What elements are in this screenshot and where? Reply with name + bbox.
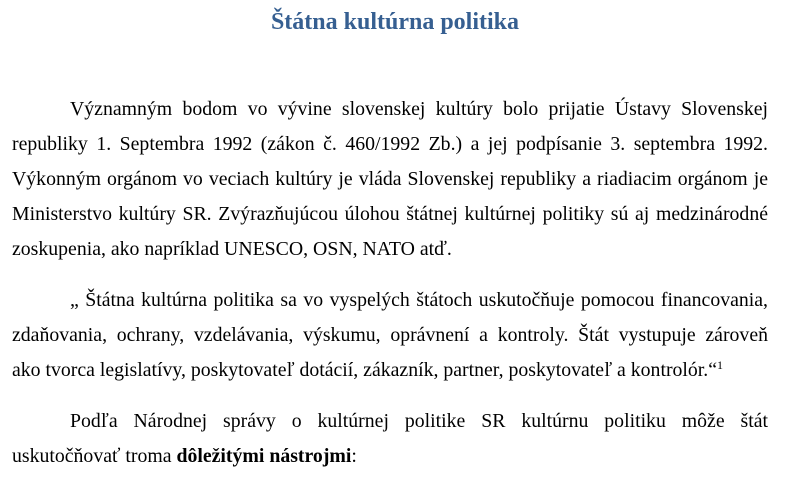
- paragraph-line: Významným bodom vo vývine slovenskej kultúry bolo prijatie Ústavy Slovenskej: [70, 98, 768, 120]
- paragraph-1: [12, 92, 768, 267]
- bold-text: dôležitými nástrojmi: [176, 445, 352, 467]
- paragraph-line-text: :: [351, 445, 357, 467]
- document-title: Štátna kultúrna politika: [270, 9, 520, 35]
- paragraph-line-text: uskutočňovať troma: [12, 445, 177, 467]
- paragraph-line: Ministerstvo kultúry SR. Zvýrazňujúcou úlohou štátnej kultúrnej politiky sú aj medzinárodné: [12, 203, 768, 225]
- footnote-reference: 1: [717, 358, 724, 372]
- paragraph-line: zdaňovania, ochrany, vzdelávania, výskumu, oprávnení a kontroly. Štát vystupuje zároveň: [12, 324, 768, 346]
- paragraph-line: [12, 439, 768, 474]
- paragraph-line: zoskupenia, ako napríklad UNESCO, OSN, NATO atď.: [12, 238, 452, 260]
- paragraph-line: Podľa Národnej správy o kultúrnej politike SR kultúrnu politiku môže štát: [70, 410, 768, 432]
- paragraph-2-quote: [12, 283, 768, 388]
- paragraph-line: Výkonným orgánom vo veciach kultúry je vláda Slovenskej republiky a riadiacim orgánom je: [12, 168, 768, 190]
- paragraph-line: republiky 1. Septembra 1992 (zákon č. 460/1992 Zb.) a jej podpísanie 3. septembra 1992.: [12, 133, 768, 155]
- paragraph-line: [12, 353, 768, 388]
- paragraph-line-text: ako tvorca legislatívy, poskytovateľ dotácií, zákazník, partner, poskytovateľ a kontrolór.“: [12, 359, 718, 381]
- paragraph-line: „ Štátna kultúrna politika sa vo vyspelých štátoch uskutočňuje pomocou financovania,: [70, 289, 768, 311]
- paragraph-3: [12, 404, 768, 474]
